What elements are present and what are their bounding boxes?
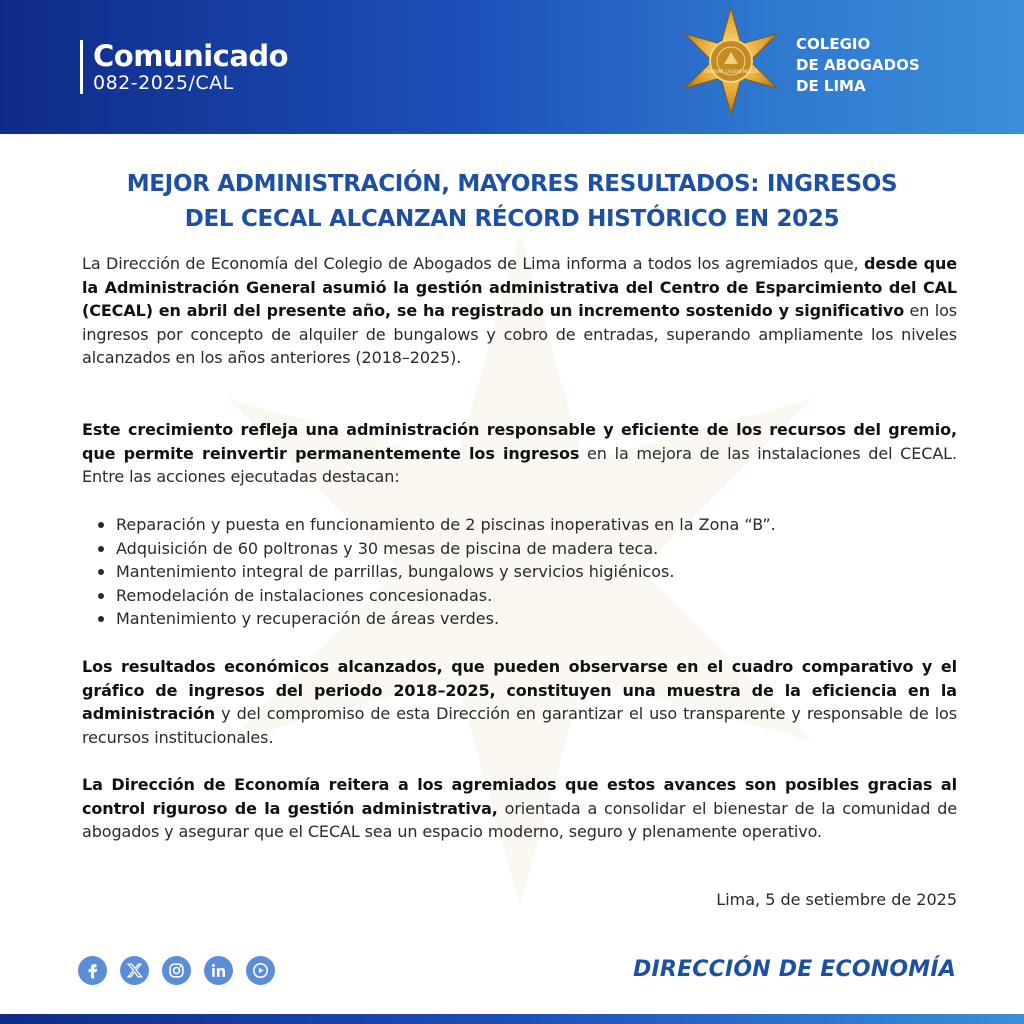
actions-list — [96, 513, 956, 631]
document-date: Lima, 5 de setiembre de 2025 — [716, 890, 957, 909]
instagram-icon[interactable] — [162, 956, 191, 985]
paragraph-2: Este crecimiento refleja una administración responsable y eficiente de los recursos del gremio, que permite reinvertir permanentemente los ingresos en la mejora de las instalaciones del CECAL. Entre las acciones ejecutadas destacan: — [82, 420, 957, 486]
organization-name: COLEGIO DE ABOGADOS DE LIMA — [796, 35, 920, 95]
list-item: Adquisición de 60 poltronas y 30 mesas de piscina de madera teca. — [96, 537, 956, 561]
logo-motto: ORABUNT CAUSAS MELIUS — [704, 69, 758, 74]
x-icon[interactable] — [120, 956, 149, 985]
cal-star-emblem-icon — [676, 6, 786, 116]
communique-title: Comunicado — [93, 39, 289, 73]
facebook-icon[interactable] — [78, 956, 107, 985]
paragraph-3: Los resultados económicos alcanzados, que pueden observarse en el cuadro comparativo y el gráfico de ingresos del periodo 2018–2025, constituyen una muestra de la eficiencia en la administración y del compromiso de esta Dirección en garantizar el uso transparente y responsable de los recursos institucionales. — [82, 657, 957, 747]
footer-bar — [0, 1014, 1024, 1024]
list-item: Remodelación de instalaciones concesionadas. — [96, 584, 956, 608]
headline-line1: MEJOR ADMINISTRACIÓN, MAYORES RESULTADOS: INGRESOS — [126, 171, 898, 197]
paragraph-4: La Dirección de Economía reitera a los agremiados que estos avances son posibles gracias al control riguroso de la gestión administrativa, orientada a consolidar el bienestar de la comunidad de abogados y asegurar que el CECAL sea un espacio moderno, seguro y plenamente operativo. — [82, 775, 957, 841]
social-links — [78, 956, 275, 985]
paragraph-1: La Dirección de Economía del Colegio de Abogados de Lima informa a todos los agremiados que, desde que la Administración General asumió la gestión administrativa del Centro de Esparcimiento del CAL (CECAL) en abril del presente año, se ha registrado un incremento sostenido y significativo en los ingresos por concepto de alquiler de bungalows y cobro de entradas, superando ampliamente los niveles alcanzados en los años anteriores (2018–2025). — [82, 254, 958, 367]
list-item: Mantenimiento integral de parrillas, bungalows y servicios higiénicos. — [96, 560, 956, 584]
linkedin-icon[interactable] — [204, 956, 233, 985]
department-signature: DIRECCIÓN DE ECONOMÍA — [633, 957, 956, 982]
header-banner — [0, 0, 1024, 134]
list-item: Reparación y puesta en funcionamiento de 2 piscinas inoperativas en la Zona “B”. — [96, 513, 956, 537]
youtube-icon[interactable] — [246, 956, 275, 985]
communique-code: 082-2025/CAL — [93, 72, 234, 94]
list-item: Mantenimiento y recuperación de áreas verdes. — [96, 607, 956, 631]
headline-line2: DEL CECAL ALCANZAN RÉCORD HISTÓRICO EN 2025 — [184, 206, 840, 232]
headline — [60, 167, 964, 237]
communique-label — [80, 40, 288, 94]
